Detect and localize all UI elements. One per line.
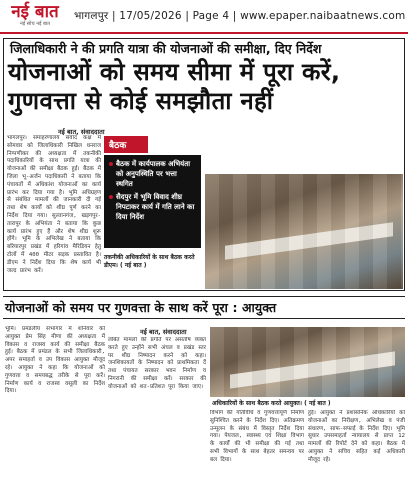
date-label: 17/05/2026: [119, 10, 182, 22]
caption-credit: ( नई बात ): [304, 400, 331, 407]
caption-credit: ( नई बात ): [120, 262, 147, 269]
article2-body-bottom-left: विभाग की गतिविधि व गुणवत्तापूर्ण निर्माण सुनिश्चित करने के निर्देश दिए। अतिक्रमण उन्मूलन के संबंध में विस्तृत निर्देश दिया गया। पेयजल, स्वास्थ्य एवं शिक्षा विभाग के कार्यों की भी समीक्षा की गई तथा सभी विभागों के साथ बेहतर समन्वय पर बल दिया।: [210, 410, 304, 463]
caption-text: अधिकारियों के साथ बैठक करते आयुक्त।: [212, 400, 303, 407]
logo-text: नई बात: [11, 2, 59, 22]
website-link[interactable]: www.epaper.naibaatnews.com: [240, 10, 406, 22]
page-label: Page 4: [192, 10, 230, 22]
article2-body-middle: लंबित मामलों की प्रगति पर असंतोष व्यक्त करते हुए उन्होंने सभी अंचल व प्रखंड स्तर पर शीघ्र निष्पादन करने को कहा। जनशिकायतों के निष्पादन को प्राथमिकता दें तथा पंचायत सरकार भवन निर्माण व निगरानी की समीक्षा करें। सरकार की योजनाओं को शत-प्रतिशत पूरा किया जाए।: [108, 337, 206, 390]
sidebar-point: सैदपुर में भूमि विवाद शीघ्र निपटाकर कार्य में गति लाने का दिया निर्देश: [109, 192, 196, 222]
sidebar-points: [104, 155, 201, 248]
separator: |: [232, 10, 237, 22]
photo-caption: [104, 254, 201, 270]
article-headline: योजनाओं को समय सीमा में पूरा करें, गुणवत्ता से कोई समझौता नहीं: [8, 58, 341, 115]
separator: |: [111, 10, 116, 22]
separator: |: [185, 10, 190, 22]
article-body-left: भागलपुर। समाहरणालय संवाद कक्ष में सोमवार को जिलाधिकारी निखिल धनराज निप्पणीकर की अध्यक्षता में तकनीकी पदाधिकारियों के साथ प्रगति यात्रा की योजनाओं की समीक्षा बैठक हुई। बैठक में जिला भू-अर्जन पदाधिकारी ने बताया कि पंचायतों में अधिकांश योजनाओं का कार्य प्रारंभ कर दिया गया है। भूमि अधिग्रहण से संबंधित मामलों की जानकारी दी गई तथा शेष कार्यों को शीघ्र पूर्ण करने का निर्देश दिया गया। सुल्तानगंज, खड़गपुर-तारापुर के अभियंता ने बताया कि कुछ कार्य प्रारंभ हुए हैं और शेष शीघ्र शुरू होंगे। भूमि के अभिलेख ने बताया कि बरियारपुर प्रखंड में हरिगांव मैरिडियन हेतु टोलों में 400 मीटर सड़क प्रस्तावित है। डीएम ने निर्देश दिया कि शेष कार्य भी जल्द प्रारंभ करें।: [7, 135, 101, 274]
article2-photo-caption: [212, 399, 331, 407]
meeting-photo-2[interactable]: [210, 327, 405, 397]
caption-text: तकनीकी अधिकारियों के साथ बैठक करते डीएम।: [104, 254, 195, 269]
article2-body-bottom-right: हुई। आयुक्त ने प्रशासनिक अधिकारियों को योजनाओं का निरीक्षण, अभिलेख व पंजी संधारण, साफ-सफाई के निर्देश दिए। भूमि सुधार उपसमाहर्ता न्यायालय से प्राप्त 12 मामलों की रिपोर्ट देने को कहा। बैठक में आयुक्त ने सचिव सहित कई अधिकारी मौजूद रहे।: [308, 410, 405, 463]
highlights-sidebar: [104, 136, 201, 291]
masthead: [0, 0, 408, 34]
city-label: भागलपुर: [74, 10, 109, 22]
newspaper-logo[interactable]: [0, 0, 66, 33]
article2-body-left: भूमि। प्रमंडलीय सभागार में शनिवार को आयुक्त प्रेम सिंह मीणा की अध्यक्षता में विकास व राजस्व कार्य की समीक्षा बैठक हुई। बैठक में प्रमंडल के सभी जिलाधिकारी, अपर समाहर्ता व उप विकास आयुक्त मौजूद रहे। आयुक्त ने कहा कि योजनाओं को गुणवत्ता व समयबद्ध तरीके से पूरा करें। निर्माण कार्य व राजस्व वसूली का निर्देश दिया।: [5, 326, 105, 395]
meeting-photo[interactable]: [205, 174, 403, 289]
sidebar-point: बैठक में कार्यपालक अभियंता को अनुपस्थिति पर भत्ता स्थगित: [109, 159, 196, 189]
article2-byline: नई बात, संवाददाता: [140, 328, 187, 336]
article2-headline: योजनाओं को समय पर गुणवत्ता के साथ करें पूरा : आयुक्त: [5, 300, 277, 315]
article-byline: नई बात, संवाददाता: [58, 128, 105, 136]
sidebar-title: बैठक: [104, 136, 148, 153]
article-kicker: जिलाधिकारी ने की प्रगति यात्रा की योजनाओं की समीक्षा, दिए निर्देश: [10, 41, 322, 56]
logo-tagline: नई सोच नई बात: [19, 21, 51, 27]
edition-info: [66, 9, 405, 23]
